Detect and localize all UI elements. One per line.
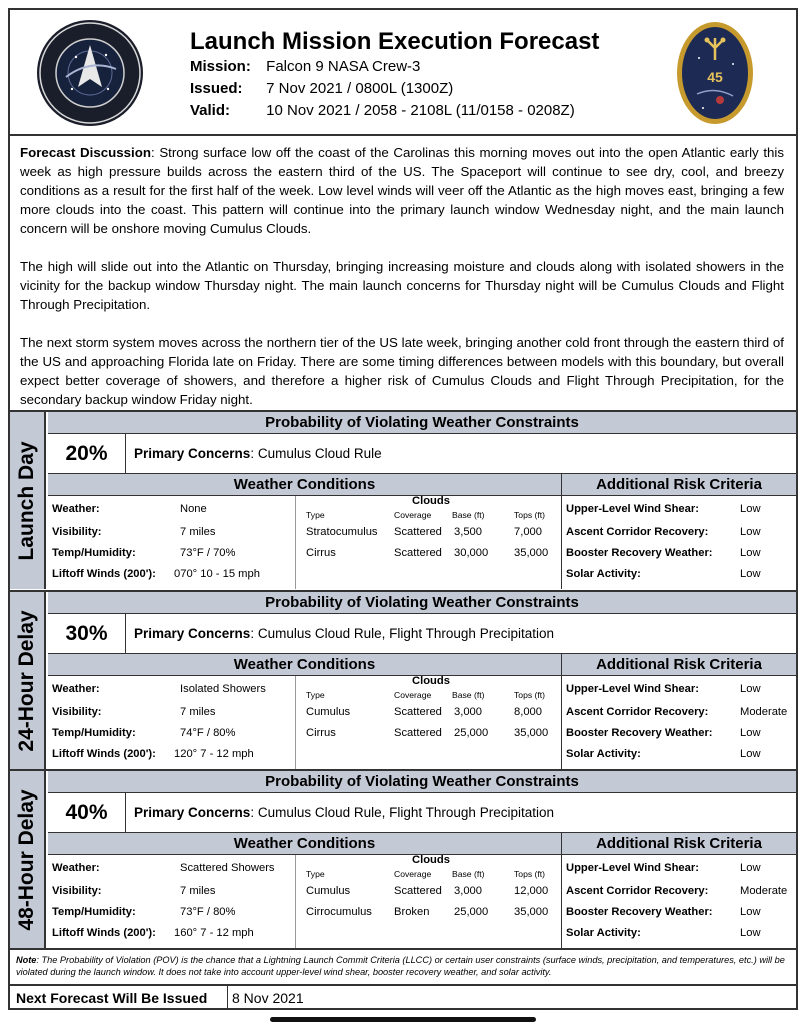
solar-activity-label: Solar Activity: bbox=[566, 927, 641, 939]
risk-criteria-block bbox=[562, 496, 796, 589]
header bbox=[10, 10, 796, 136]
booster-recovery-weather-label: Booster Recovery Weather: bbox=[566, 547, 713, 559]
clouds-header: Clouds bbox=[412, 495, 450, 507]
primary-concerns-value: Cumulus Cloud Rule, Flight Through Precipitation bbox=[257, 805, 554, 820]
upper-level-wind-shear-label: Upper-Level Wind Shear: bbox=[566, 503, 699, 515]
weather-value: None bbox=[180, 503, 207, 515]
temp-humidity-label: Temp/Humidity: bbox=[52, 727, 136, 739]
primary-concerns-label: Primary Concerns bbox=[134, 805, 251, 820]
clouds-type-header: Type bbox=[306, 869, 325, 879]
cloud-layer-2-type: Cirrocumulus bbox=[306, 906, 372, 918]
booster-recovery-weather-value: Low bbox=[740, 906, 761, 918]
cloud-layer-1-base: 3,500 bbox=[454, 526, 482, 538]
solar-activity-value: Low bbox=[740, 748, 761, 760]
valid-line bbox=[190, 102, 575, 119]
visibility-value: 7 miles bbox=[180, 885, 216, 897]
liftoff-winds-label: Liftoff Winds (200'): bbox=[52, 568, 156, 580]
section-name: 24-Hour Delay bbox=[15, 609, 38, 752]
clouds-type-header: Type bbox=[306, 510, 325, 520]
clouds-header: Clouds bbox=[412, 675, 450, 687]
forecast-discussion bbox=[20, 143, 784, 428]
temp-humidity-label: Temp/Humidity: bbox=[52, 906, 136, 918]
forecast-section-2 bbox=[10, 590, 796, 769]
upper-level-wind-shear-label: Upper-Level Wind Shear: bbox=[566, 683, 699, 695]
cloud-layer-2-type: Cirrus bbox=[306, 727, 336, 739]
upper-level-wind-shear-value: Low bbox=[740, 683, 761, 695]
upper-level-wind-shear-value: Low bbox=[740, 503, 761, 515]
patch-number: 45 bbox=[707, 69, 723, 85]
primary-concerns-label: Primary Concerns bbox=[134, 446, 251, 461]
temp-humidity-value: 74°F / 80% bbox=[180, 727, 236, 739]
page-title: Launch Mission Execution Forecast bbox=[190, 28, 600, 55]
valid-label: Valid: bbox=[190, 102, 231, 119]
clouds-type-header: Type bbox=[306, 690, 325, 700]
clouds-tops-header: Tops (ft) bbox=[514, 869, 546, 879]
visibility-value: 7 miles bbox=[180, 526, 216, 538]
pov-row bbox=[48, 434, 796, 474]
cloud-layer-1-tops: 12,000 bbox=[514, 885, 549, 897]
weather-block bbox=[48, 496, 296, 589]
weather-block bbox=[48, 676, 296, 769]
solar-activity-label: Solar Activity: bbox=[566, 568, 641, 580]
temp-humidity-value: 73°F / 70% bbox=[180, 547, 236, 559]
cloud-layer-2-tops: 35,000 bbox=[514, 906, 549, 918]
cloud-layer-2-tops: 35,000 bbox=[514, 727, 549, 739]
cloud-layer-1-type: Stratocumulus bbox=[306, 526, 378, 538]
cloud-layer-1-base: 3,000 bbox=[454, 706, 482, 718]
pov-row bbox=[48, 793, 796, 833]
weather-label: Weather: bbox=[52, 503, 100, 515]
cloud-layer-1-type: Cumulus bbox=[306, 706, 351, 718]
cloud-layer-2-base: 25,000 bbox=[454, 727, 489, 739]
booster-recovery-weather-label: Booster Recovery Weather: bbox=[566, 727, 713, 739]
clouds-tops-header: Tops (ft) bbox=[514, 690, 546, 700]
clouds-header: Clouds bbox=[412, 854, 450, 866]
booster-recovery-weather-label: Booster Recovery Weather: bbox=[566, 906, 713, 918]
upper-level-wind-shear-value: Low bbox=[740, 862, 761, 874]
visibility-label: Visibility: bbox=[52, 885, 102, 897]
cloud-layer-2-type: Cirrus bbox=[306, 547, 336, 559]
pov-note bbox=[10, 948, 796, 984]
space-force-seal-icon bbox=[36, 19, 144, 127]
primary-concerns: Primary Concerns: Cumulus Cloud Rule, Flight Through Precipitation bbox=[134, 626, 554, 641]
ascent-corridor-recovery-label: Ascent Corridor Recovery: bbox=[566, 885, 709, 897]
booster-recovery-weather-value: Low bbox=[740, 547, 761, 559]
cloud-layer-1-coverage: Scattered bbox=[394, 526, 442, 538]
temp-humidity-label: Temp/Humidity: bbox=[52, 547, 136, 559]
cloud-layer-2-coverage: Broken bbox=[394, 906, 430, 918]
clouds-block bbox=[296, 496, 562, 589]
mission-line bbox=[190, 58, 420, 75]
forecast-section-1 bbox=[10, 410, 796, 589]
clouds-block bbox=[296, 676, 562, 769]
cloud-layer-2-tops: 35,000 bbox=[514, 547, 549, 559]
next-forecast-date: 8 Nov 2021 bbox=[232, 990, 304, 1006]
additional-risk-header: Additional Risk Criteria bbox=[562, 833, 796, 855]
visibility-label: Visibility: bbox=[52, 706, 102, 718]
weather-block bbox=[48, 855, 296, 948]
visibility-label: Visibility: bbox=[52, 526, 102, 538]
ascent-corridor-recovery-value: Moderate bbox=[740, 706, 788, 718]
weather-conditions-header: Weather Conditions bbox=[48, 833, 562, 855]
discussion-paragraph-1 bbox=[20, 143, 784, 238]
section-side-label bbox=[10, 592, 46, 769]
clouds-coverage-header: Coverage bbox=[394, 510, 432, 520]
cloud-layer-1-base: 3,000 bbox=[454, 885, 482, 897]
next-forecast-label: Next Forecast Will Be Issued bbox=[10, 986, 228, 1010]
liftoff-winds-label: Liftoff Winds (200'): bbox=[52, 927, 156, 939]
primary-concerns: Primary Concerns: Cumulus Cloud Rule bbox=[134, 446, 382, 461]
cloud-layer-2-base: 30,000 bbox=[454, 547, 489, 559]
liftoff-winds-value: 070° 10 - 15 mph bbox=[174, 568, 260, 580]
booster-recovery-weather-value: Low bbox=[740, 727, 761, 739]
ascent-corridor-recovery-value: Moderate bbox=[740, 885, 788, 897]
weather-label: Weather: bbox=[52, 862, 100, 874]
cloud-layer-1-tops: 8,000 bbox=[514, 706, 542, 718]
risk-criteria-block bbox=[562, 855, 796, 948]
home-indicator[interactable] bbox=[270, 1017, 536, 1022]
cloud-layer-2-coverage: Scattered bbox=[394, 547, 442, 559]
discussion-paragraph-3: The next storm system moves across the northern tier of the US late week, bringing another cold front through the eastern third of the US and approaching Florida late on Friday. There are some timing differences between models with this boundary, but overall expect better coverage of showers, and therefore a higher risk of Cumulus Clouds and Flight Through Precipitation, for the secondary backup window Friday night. bbox=[20, 335, 784, 407]
cloud-layer-1-tops: 7,000 bbox=[514, 526, 542, 538]
solar-activity-label: Solar Activity: bbox=[566, 748, 641, 760]
note-label: Note bbox=[16, 955, 37, 965]
cloud-layer-1-coverage: Scattered bbox=[394, 885, 442, 897]
temp-humidity-value: 73°F / 80% bbox=[180, 906, 236, 918]
risk-criteria-block bbox=[562, 676, 796, 769]
solar-activity-value: Low bbox=[740, 927, 761, 939]
forecast-sheet bbox=[8, 8, 798, 1010]
issued-value: 7 Nov 2021 / 0800L (1300Z) bbox=[266, 80, 454, 97]
forecast-section-3 bbox=[10, 769, 796, 948]
ascent-corridor-recovery-label: Ascent Corridor Recovery: bbox=[566, 706, 709, 718]
pov-header: Probability of Violating Weather Constraints bbox=[48, 592, 796, 614]
pov-header: Probability of Violating Weather Constraints bbox=[48, 412, 796, 434]
upper-level-wind-shear-label: Upper-Level Wind Shear: bbox=[566, 862, 699, 874]
clouds-coverage-header: Coverage bbox=[394, 869, 432, 879]
weather-value: Scattered Showers bbox=[180, 862, 275, 874]
weather-label: Weather: bbox=[52, 683, 100, 695]
primary-concerns-label: Primary Concerns bbox=[134, 626, 251, 641]
pov-row bbox=[48, 614, 796, 654]
cloud-layer-2-base: 25,000 bbox=[454, 906, 489, 918]
additional-risk-header: Additional Risk Criteria bbox=[562, 654, 796, 676]
section-name: Launch Day bbox=[15, 440, 38, 561]
primary-concerns-value: Cumulus Cloud Rule bbox=[257, 446, 382, 461]
cloud-layer-1-coverage: Scattered bbox=[394, 706, 442, 718]
primary-concerns-value: Cumulus Cloud Rule, Flight Through Precipitation bbox=[257, 626, 554, 641]
weather-conditions-header: Weather Conditions bbox=[48, 474, 562, 496]
additional-risk-header: Additional Risk Criteria bbox=[562, 474, 796, 496]
clouds-block bbox=[296, 855, 562, 948]
liftoff-winds-label: Liftoff Winds (200'): bbox=[52, 748, 156, 760]
pov-header: Probability of Violating Weather Constraints bbox=[48, 771, 796, 793]
clouds-base-header: Base (ft) bbox=[452, 510, 485, 520]
pov-percent: 20% bbox=[48, 434, 126, 473]
mission-value: Falcon 9 NASA Crew-3 bbox=[266, 58, 421, 75]
primary-concerns: Primary Concerns: Cumulus Cloud Rule, Flight Through Precipitation bbox=[134, 805, 554, 820]
solar-activity-value: Low bbox=[740, 568, 761, 580]
visibility-value: 7 miles bbox=[180, 706, 216, 718]
issued-label: Issued: bbox=[190, 80, 243, 97]
issued-line bbox=[190, 80, 453, 97]
mission-label: Mission: bbox=[190, 58, 251, 75]
cloud-layer-1-type: Cumulus bbox=[306, 885, 351, 897]
next-forecast-row bbox=[10, 984, 796, 1010]
valid-value: 10 Nov 2021 / 2058 - 2108L (11/0158 - 0208Z) bbox=[266, 102, 575, 119]
pov-percent: 40% bbox=[48, 793, 126, 832]
liftoff-winds-value: 160° 7 - 12 mph bbox=[174, 927, 254, 939]
clouds-tops-header: Tops (ft) bbox=[514, 510, 546, 520]
discussion-text-1: : Strong surface low off the coast of the Carolinas this morning moves out into the open Atlantic early this week as high pressure builds across the eastern third of the US. The Spaceport will continue to see dry, cool, and breezy conditions as a result for the first half of the week. Low level winds will veer off the Atlantic as the high moves east, bringing a few more clouds into the coast. This pattern will continue into the primary launch window Wednesday night, and the main launch concern will be onshore moving Cumulus Clouds. bbox=[20, 145, 785, 236]
ascent-corridor-recovery-label: Ascent Corridor Recovery: bbox=[566, 526, 709, 538]
discussion-label: Forecast Discussion bbox=[20, 145, 151, 160]
discussion-paragraph-2: The high will slide out into the Atlantic on Thursday, bringing increasing moisture and clouds along with isolated showers in the vicinity for the backup window Thursday night. The main launch concerns for Thursday night will be Cumulus Clouds and Flight Through Precipitation. bbox=[20, 259, 784, 312]
weather-conditions-header: Weather Conditions bbox=[48, 654, 562, 676]
section-name: 48-Hour Delay bbox=[15, 788, 38, 931]
clouds-base-header: Base (ft) bbox=[452, 869, 485, 879]
liftoff-winds-value: 120° 7 - 12 mph bbox=[174, 748, 254, 760]
clouds-coverage-header: Coverage bbox=[394, 690, 432, 700]
cloud-layer-2-coverage: Scattered bbox=[394, 727, 442, 739]
weather-value: Isolated Showers bbox=[180, 683, 266, 695]
clouds-base-header: Base (ft) bbox=[452, 690, 485, 700]
section-side-label bbox=[10, 412, 46, 589]
section-side-label bbox=[10, 771, 46, 948]
ascent-corridor-recovery-value: Low bbox=[740, 526, 761, 538]
space-wing-45-patch-icon bbox=[675, 20, 755, 126]
pov-percent: 30% bbox=[48, 614, 126, 653]
note-text: : The Probability of Violation (POV) is the chance that a Lightning Launch Commit Criteria (LLCC) or certain user constraints (surface winds, precipitation, and temperatures, etc.) will be violated during the launch window. It does not take into account upper-level wind shear, booster recovery weather, and solar activity. bbox=[16, 955, 785, 977]
